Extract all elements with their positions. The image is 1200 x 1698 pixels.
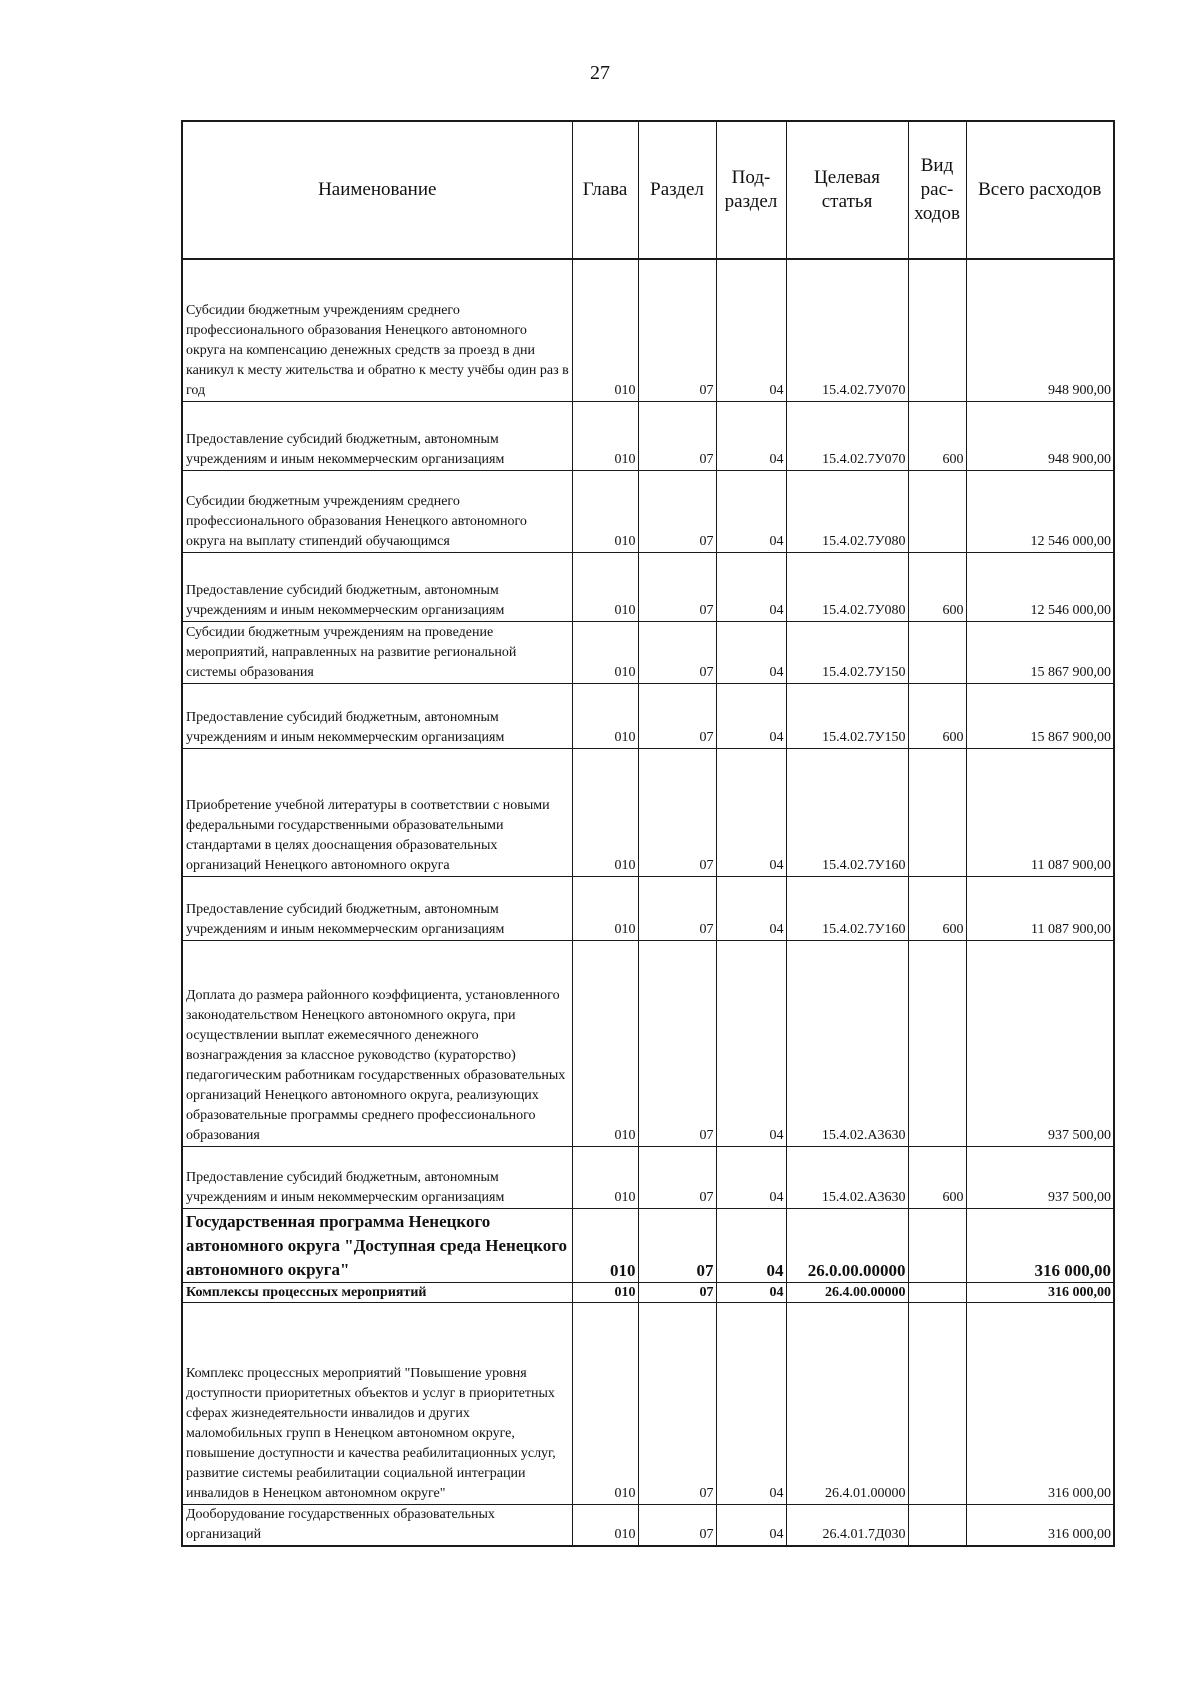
row-total: 15 867 900,00 bbox=[966, 683, 1114, 748]
row-name: Предоставление субсидий бюджетным, автономным учреждениям и иным некоммерческим организациям bbox=[182, 876, 572, 940]
page-number: 27 bbox=[590, 62, 610, 84]
table-row-subprogram bbox=[182, 1282, 1114, 1302]
row-target-article: 15.4.02.7У070 bbox=[786, 401, 908, 470]
row-name: Дооборудование государственных образовательных организаций bbox=[182, 1504, 572, 1546]
row-subsection: 04 bbox=[716, 876, 786, 940]
row-subsection: 04 bbox=[716, 470, 786, 552]
row-section: 07 bbox=[638, 552, 716, 621]
row-expense-type bbox=[908, 940, 966, 1146]
row-name: Комплексы процессных мероприятий bbox=[182, 1282, 572, 1302]
row-target-article: 26.4.01.00000 bbox=[786, 1302, 908, 1504]
row-expense-type: 600 bbox=[908, 1146, 966, 1208]
row-chapter: 010 bbox=[572, 621, 638, 683]
row-expense-type bbox=[908, 470, 966, 552]
table-row bbox=[182, 683, 1114, 748]
row-section: 07 bbox=[638, 1302, 716, 1504]
row-expense-type bbox=[908, 748, 966, 876]
row-target-article: 15.4.02.7У150 bbox=[786, 621, 908, 683]
row-chapter: 010 bbox=[572, 748, 638, 876]
row-expense-type: 600 bbox=[908, 683, 966, 748]
row-name: Государственная программа Ненецкого автономного округа "Доступная среда Ненецкого автономного округа" bbox=[182, 1208, 572, 1282]
row-total: 316 000,00 bbox=[966, 1282, 1114, 1302]
row-chapter: 010 bbox=[572, 470, 638, 552]
row-target-article: 15.4.02.7У080 bbox=[786, 552, 908, 621]
row-target-article: 15.4.02.7У160 bbox=[786, 748, 908, 876]
row-section: 07 bbox=[638, 1208, 716, 1282]
row-section: 07 bbox=[638, 1282, 716, 1302]
row-chapter: 010 bbox=[572, 259, 638, 401]
header-chapter: Глава bbox=[572, 121, 638, 259]
row-section: 07 bbox=[638, 748, 716, 876]
row-name: Доплата до размера районного коэффициента, установленного законодательством Ненецкого автономного округа, при осуществлении выплат ежемесячного денежного вознаграждения за классное руководство (кураторство) педагогическим работникам государственных образовательных организаций Ненецкого автономного округа, реализующих образовательные программы среднего профессионального образования bbox=[182, 940, 572, 1146]
row-subsection: 04 bbox=[716, 552, 786, 621]
budget-table bbox=[181, 120, 1115, 1547]
row-total: 12 546 000,00 bbox=[966, 470, 1114, 552]
row-subsection: 04 bbox=[716, 748, 786, 876]
row-chapter: 010 bbox=[572, 683, 638, 748]
row-expense-type bbox=[908, 1302, 966, 1504]
row-total: 11 087 900,00 bbox=[966, 748, 1114, 876]
header-expense-type: Вид рас-ходов bbox=[908, 121, 966, 259]
row-total: 937 500,00 bbox=[966, 940, 1114, 1146]
row-section: 07 bbox=[638, 876, 716, 940]
row-chapter: 010 bbox=[572, 1208, 638, 1282]
row-name: Субсидии бюджетным учреждениям на проведение мероприятий, направленных на развитие региональной системы образования bbox=[182, 621, 572, 683]
row-name: Приобретение учебной литературы в соответствии с новыми федеральными государственными образовательными стандартами в целях дооснащения образовательных организаций Ненецкого автономного округа bbox=[182, 748, 572, 876]
table-row-program bbox=[182, 1208, 1114, 1282]
row-total: 937 500,00 bbox=[966, 1146, 1114, 1208]
row-expense-type bbox=[908, 259, 966, 401]
row-name: Субсидии бюджетным учреждениям среднего профессионального образования Ненецкого автономного округа на компенсацию денежных средств за проезд в дни каникул к месту жительства и обратно к месту учёбы один раз в год bbox=[182, 259, 572, 401]
row-name: Предоставление субсидий бюджетным, автономным учреждениям и иным некоммерческим организациям bbox=[182, 401, 572, 470]
row-expense-type: 600 bbox=[908, 401, 966, 470]
row-subsection: 04 bbox=[716, 621, 786, 683]
table-row bbox=[182, 1302, 1114, 1504]
header-section: Раздел bbox=[638, 121, 716, 259]
row-total: 316 000,00 bbox=[966, 1208, 1114, 1282]
row-section: 07 bbox=[638, 1146, 716, 1208]
row-name: Субсидии бюджетным учреждениям среднего профессионального образования Ненецкого автономного округа на выплату стипендий обучающимся bbox=[182, 470, 572, 552]
row-subsection: 04 bbox=[716, 1208, 786, 1282]
row-expense-type bbox=[908, 621, 966, 683]
row-target-article: 26.4.01.7Д030 bbox=[786, 1504, 908, 1546]
table-row bbox=[182, 401, 1114, 470]
row-subsection: 04 bbox=[716, 1504, 786, 1546]
row-subsection: 04 bbox=[716, 1146, 786, 1208]
table-header-row bbox=[182, 121, 1114, 259]
table-row bbox=[182, 1146, 1114, 1208]
row-target-article: 15.4.02.А3630 bbox=[786, 940, 908, 1146]
row-section: 07 bbox=[638, 621, 716, 683]
row-target-article: 15.4.02.А3630 bbox=[786, 1146, 908, 1208]
row-subsection: 04 bbox=[716, 1282, 786, 1302]
row-expense-type: 600 bbox=[908, 876, 966, 940]
row-chapter: 010 bbox=[572, 1282, 638, 1302]
table-row bbox=[182, 552, 1114, 621]
row-expense-type: 600 bbox=[908, 552, 966, 621]
row-section: 07 bbox=[638, 1504, 716, 1546]
row-expense-type bbox=[908, 1504, 966, 1546]
row-expense-type bbox=[908, 1208, 966, 1282]
table-row bbox=[182, 876, 1114, 940]
row-total: 11 087 900,00 bbox=[966, 876, 1114, 940]
row-total: 316 000,00 bbox=[966, 1504, 1114, 1546]
row-chapter: 010 bbox=[572, 940, 638, 1146]
row-target-article: 15.4.02.7У150 bbox=[786, 683, 908, 748]
row-expense-type bbox=[908, 1282, 966, 1302]
table-row bbox=[182, 1504, 1114, 1546]
table-row bbox=[182, 748, 1114, 876]
row-name: Комплекс процессных мероприятий "Повышение уровня доступности приоритетных объектов и услуг в приоритетных сферах жизнедеятельности инвалидов и других маломобильных групп в Ненецком автономном округе, повышение доступности и качества реабилитационных услуг, развитие системы реабилитации социальной интеграции инвалидов в Ненецком автономном округе" bbox=[182, 1302, 572, 1504]
header-target-article: Целевая статья bbox=[786, 121, 908, 259]
row-chapter: 010 bbox=[572, 1302, 638, 1504]
row-total: 15 867 900,00 bbox=[966, 621, 1114, 683]
row-target-article: 15.4.02.7У080 bbox=[786, 470, 908, 552]
header-total: Всего расходов bbox=[966, 121, 1114, 259]
row-target-article: 15.4.02.7У070 bbox=[786, 259, 908, 401]
row-subsection: 04 bbox=[716, 1302, 786, 1504]
header-subsection: Под-раздел bbox=[716, 121, 786, 259]
row-section: 07 bbox=[638, 683, 716, 748]
row-subsection: 04 bbox=[716, 940, 786, 1146]
row-section: 07 bbox=[638, 470, 716, 552]
header-name: Наименование bbox=[182, 121, 572, 259]
row-name: Предоставление субсидий бюджетным, автономным учреждениям и иным некоммерческим организациям bbox=[182, 552, 572, 621]
row-section: 07 bbox=[638, 401, 716, 470]
row-total: 948 900,00 bbox=[966, 259, 1114, 401]
row-chapter: 010 bbox=[572, 1146, 638, 1208]
row-total: 12 546 000,00 bbox=[966, 552, 1114, 621]
row-chapter: 010 bbox=[572, 552, 638, 621]
table-row bbox=[182, 940, 1114, 1146]
table-row bbox=[182, 259, 1114, 401]
row-chapter: 010 bbox=[572, 401, 638, 470]
row-name: Предоставление субсидий бюджетным, автономным учреждениям и иным некоммерческим организациям bbox=[182, 683, 572, 748]
row-target-article: 26.0.00.00000 bbox=[786, 1208, 908, 1282]
table-row bbox=[182, 470, 1114, 552]
table-row bbox=[182, 621, 1114, 683]
row-target-article: 15.4.02.7У160 bbox=[786, 876, 908, 940]
row-name: Предоставление субсидий бюджетным, автономным учреждениям и иным некоммерческим организациям bbox=[182, 1146, 572, 1208]
row-section: 07 bbox=[638, 940, 716, 1146]
row-total: 948 900,00 bbox=[966, 401, 1114, 470]
row-subsection: 04 bbox=[716, 683, 786, 748]
row-chapter: 010 bbox=[572, 1504, 638, 1546]
row-subsection: 04 bbox=[716, 401, 786, 470]
row-chapter: 010 bbox=[572, 876, 638, 940]
row-target-article: 26.4.00.00000 bbox=[786, 1282, 908, 1302]
row-subsection: 04 bbox=[716, 259, 786, 401]
row-total: 316 000,00 bbox=[966, 1302, 1114, 1504]
row-section: 07 bbox=[638, 259, 716, 401]
